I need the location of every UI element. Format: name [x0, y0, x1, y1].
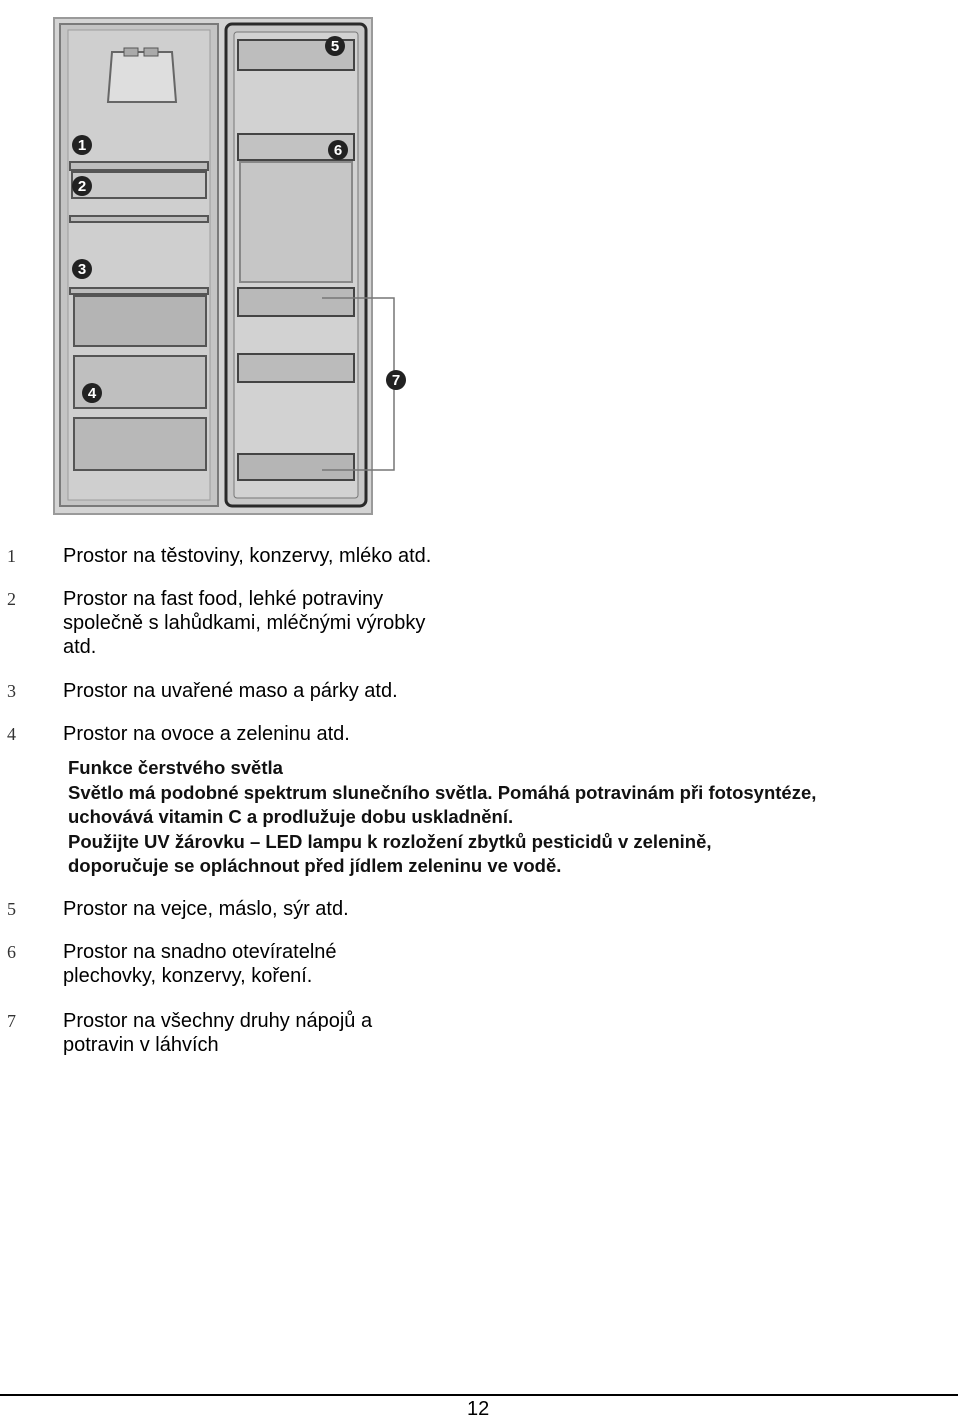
left-drawer — [74, 418, 206, 470]
footer-rule — [0, 1394, 958, 1396]
left-shelf — [70, 216, 208, 222]
svg-text:5: 5 — [330, 38, 340, 55]
item-text: Prostor na snadno otevíratelné plechovky, konzervy, koření. — [63, 941, 337, 987]
item-number: 7 — [7, 1011, 16, 1031]
callout-5 — [325, 36, 345, 56]
item-text: Prostor na uvařené maso a párky atd. — [63, 680, 398, 702]
note-line: Světlo má podobné spektrum slunečního světla. Pomáhá potravinám při fotosyntéze, — [68, 781, 817, 803]
item-number: 2 — [7, 589, 16, 609]
left-shelf — [70, 162, 208, 170]
item-number: 5 — [7, 899, 16, 919]
fresh-light-note — [68, 756, 948, 879]
item-text: Prostor na ovoce a zeleninu atd. — [63, 723, 350, 745]
callout-1 — [72, 135, 92, 155]
door-bin — [238, 454, 354, 480]
door-bin — [238, 354, 354, 382]
dispenser — [108, 52, 176, 102]
item-number: 6 — [7, 942, 16, 962]
svg-text:3: 3 — [77, 261, 87, 278]
svg-text:1: 1 — [77, 137, 87, 154]
item-text: Prostor na těstoviny, konzervy, mléko atd. — [63, 545, 432, 567]
svg-text:2: 2 — [77, 178, 87, 195]
item-number: 4 — [7, 724, 16, 744]
callout-2 — [72, 176, 92, 196]
callout-6 — [328, 140, 348, 160]
item-text: Prostor na fast food, lehké potraviny společně s lahůdkami, mléčnými výrobky atd. — [63, 588, 426, 658]
left-shelf — [70, 288, 208, 294]
left-drawer — [74, 296, 206, 346]
note-line: doporučuje se opláchnout před jídlem zeleninu ve vodě. — [68, 855, 562, 876]
note-title: Funkce čerstvého světla — [68, 757, 283, 778]
svg-text:7: 7 — [391, 372, 401, 389]
left-drawer — [72, 172, 206, 198]
item-number: 3 — [7, 681, 16, 701]
callout-4 — [82, 383, 102, 403]
note-line: Použijte UV žárovku – LED lampu k rozložení zbytků pesticidů v zelenině, — [68, 830, 712, 852]
svg-text:4: 4 — [87, 385, 97, 402]
item-number: 1 — [7, 546, 16, 566]
item-text: Prostor na vejce, máslo, sýr atd. — [63, 898, 349, 920]
callout-3 — [72, 259, 92, 279]
callout-7 — [386, 370, 406, 390]
note-line: uchovává vitamin C a prodlužuje dobu uskladnění. — [68, 806, 514, 827]
svg-text:6: 6 — [333, 142, 343, 159]
refrigerator-diagram — [0, 0, 420, 520]
door-bin — [238, 288, 354, 316]
page-number: 12 — [467, 1398, 490, 1420]
item-text: Prostor na všechny druhy nápojů a potravin v láhvích — [63, 1010, 373, 1056]
door-panel — [240, 162, 352, 282]
